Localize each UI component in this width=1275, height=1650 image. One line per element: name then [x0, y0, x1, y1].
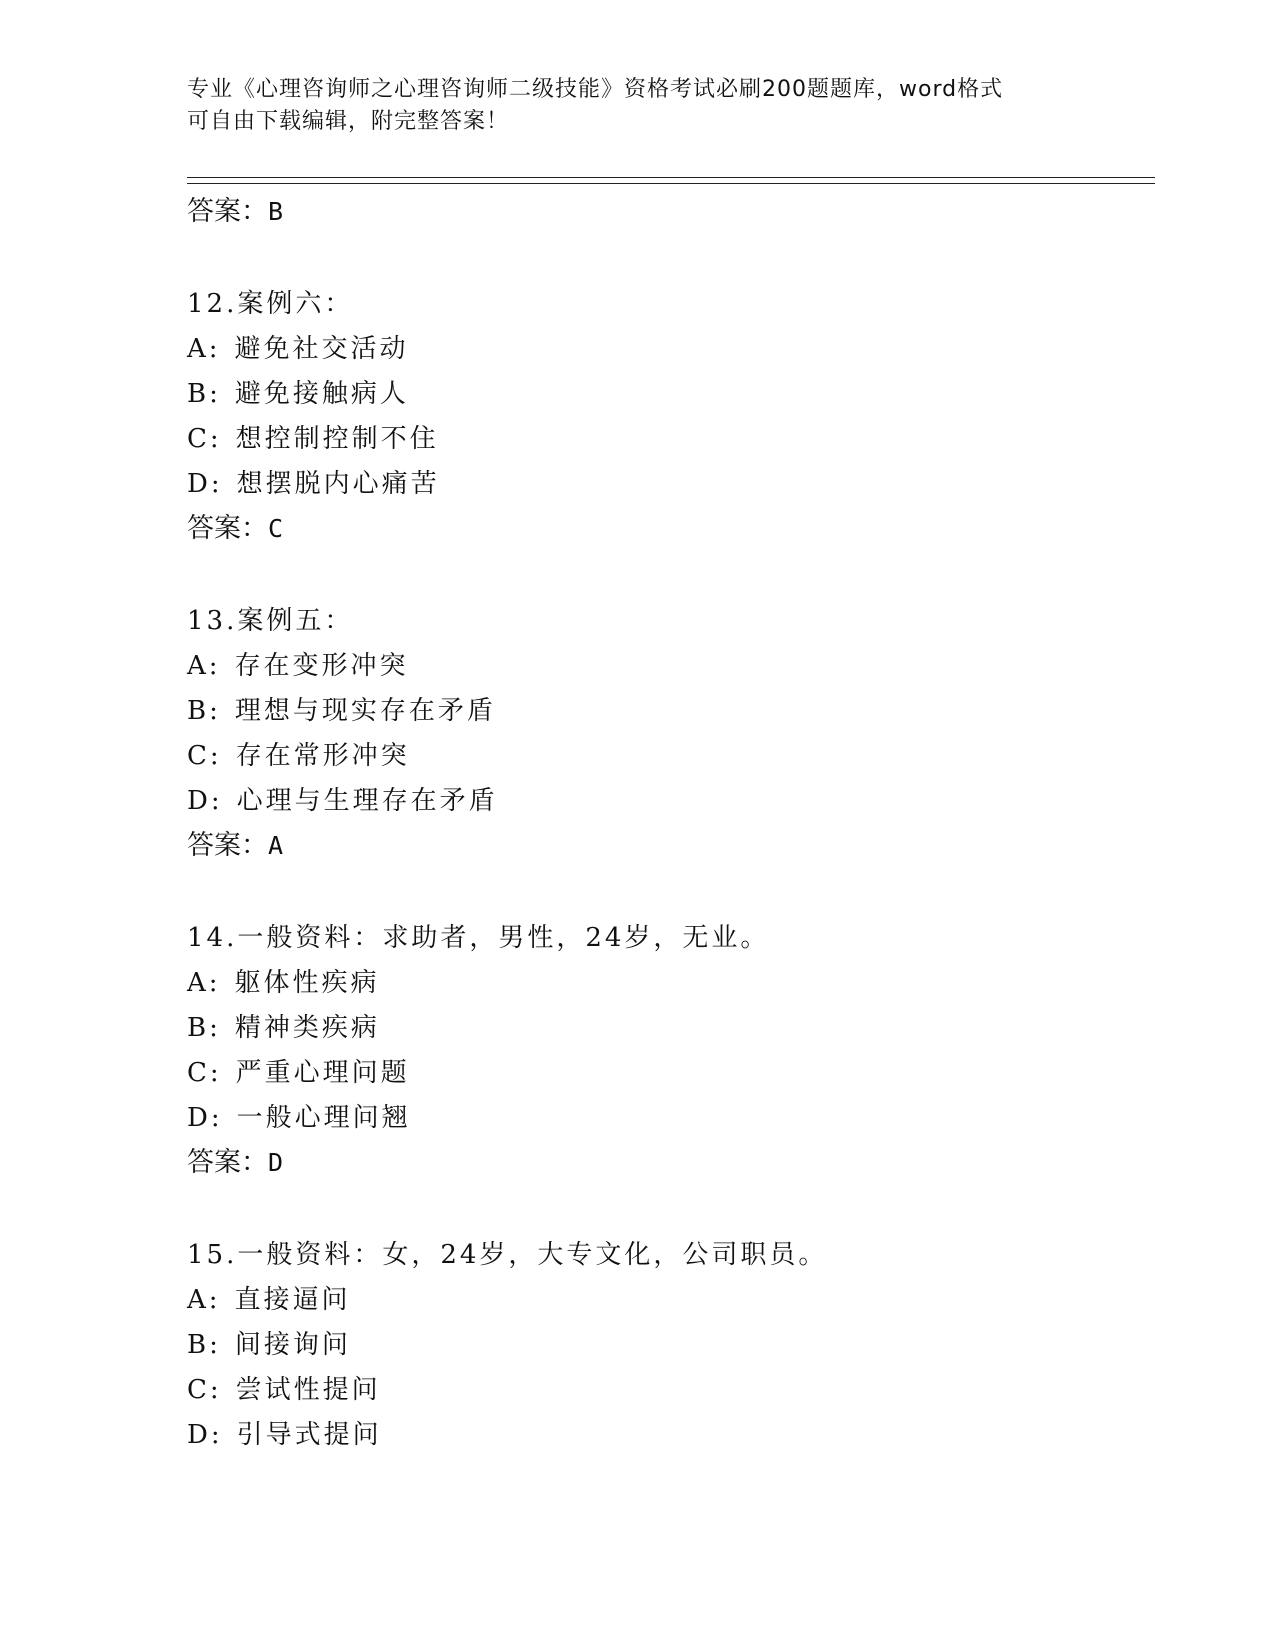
- option-c: [187, 734, 1147, 779]
- option-key: B:: [187, 1013, 221, 1043]
- answer-label: 答案：: [187, 1147, 268, 1178]
- option-text: 直接逼问: [234, 1285, 351, 1315]
- option-key: D:: [187, 1420, 223, 1450]
- option-b: [187, 689, 1147, 734]
- option-c: [187, 1051, 1147, 1096]
- answer-line: [187, 824, 1147, 868]
- option-c: [187, 417, 1147, 462]
- option-text: 一般心理问翘: [236, 1103, 411, 1133]
- option-key: B:: [187, 379, 221, 409]
- question-text: 15.一般资料：女，24岁，大专文化，公司职员。: [187, 1240, 828, 1270]
- option-text: 存在常形冲突: [235, 741, 410, 771]
- option-key: C:: [187, 424, 222, 454]
- option-b: [187, 372, 1147, 417]
- question-block: [187, 599, 1147, 868]
- question-block: [187, 1233, 1147, 1458]
- header-line-2: 可自由下载编辑，附完整答案！: [187, 109, 510, 134]
- option-key: C:: [187, 1058, 222, 1088]
- option-a: [187, 1278, 1147, 1323]
- option-key: A:: [187, 1285, 221, 1315]
- header-line-1: 专业《心理咨询师之心理咨询师二级技能》资格考试必刷200题题库，word格式: [187, 77, 1004, 102]
- option-d: [187, 1413, 1147, 1458]
- answer-value: C: [268, 514, 284, 543]
- option-d: [187, 462, 1147, 507]
- option-text: 严重心理问题: [235, 1058, 410, 1088]
- option-text: 理想与现实存在矛盾: [234, 696, 496, 726]
- answer-value: B: [268, 197, 284, 226]
- option-text: 避免接触病人: [234, 379, 409, 409]
- answer-label: 答案：: [187, 196, 268, 227]
- option-text: 引导式提问: [236, 1420, 382, 1450]
- answer-value: A: [268, 831, 284, 860]
- document-header: [187, 74, 1087, 138]
- answer-label: 答案：: [187, 513, 268, 544]
- option-text: 避免社交活动: [234, 334, 409, 364]
- answer-label: 答案：: [187, 830, 268, 861]
- option-text: 想摆脱内心痛苦: [236, 469, 440, 499]
- option-key: C:: [187, 741, 222, 771]
- option-key: D:: [187, 1103, 223, 1133]
- option-key: B:: [187, 696, 221, 726]
- question-block: [187, 282, 1147, 551]
- question-text: 13.案例五：: [187, 606, 354, 636]
- option-text: 想控制控制不住: [235, 424, 439, 454]
- question-text: 14.一般资料：求助者，男性，24岁，无业。: [187, 923, 770, 953]
- option-text: 尝试性提问: [235, 1375, 381, 1405]
- answer-line: [187, 507, 1147, 551]
- option-key: C:: [187, 1375, 222, 1405]
- option-key: A:: [187, 651, 221, 681]
- option-text: 心理与生理存在矛盾: [236, 786, 498, 816]
- option-key: A:: [187, 968, 221, 998]
- answer-value: D: [268, 1148, 284, 1177]
- option-c: [187, 1368, 1147, 1413]
- option-d: [187, 1096, 1147, 1141]
- document-body: [187, 190, 1147, 1458]
- question-text: 12.案例六：: [187, 289, 354, 319]
- option-a: [187, 961, 1147, 1006]
- option-d: [187, 779, 1147, 824]
- option-a: [187, 644, 1147, 689]
- option-b: [187, 1006, 1147, 1051]
- option-text: 精神类疾病: [234, 1013, 380, 1043]
- option-text: 存在变形冲突: [234, 651, 409, 681]
- answer-line: [187, 190, 1147, 234]
- option-text: 躯体性疾病: [234, 968, 380, 998]
- option-b: [187, 1323, 1147, 1368]
- header-rule-bottom: [187, 183, 1155, 184]
- option-key: D:: [187, 786, 223, 816]
- option-text: 间接询问: [234, 1330, 351, 1360]
- option-key: B:: [187, 1330, 221, 1360]
- option-a: [187, 327, 1147, 372]
- header-rule-top: [187, 177, 1155, 178]
- option-key: A:: [187, 334, 221, 364]
- answer-line: [187, 1141, 1147, 1185]
- option-key: D:: [187, 469, 223, 499]
- question-block: [187, 916, 1147, 1185]
